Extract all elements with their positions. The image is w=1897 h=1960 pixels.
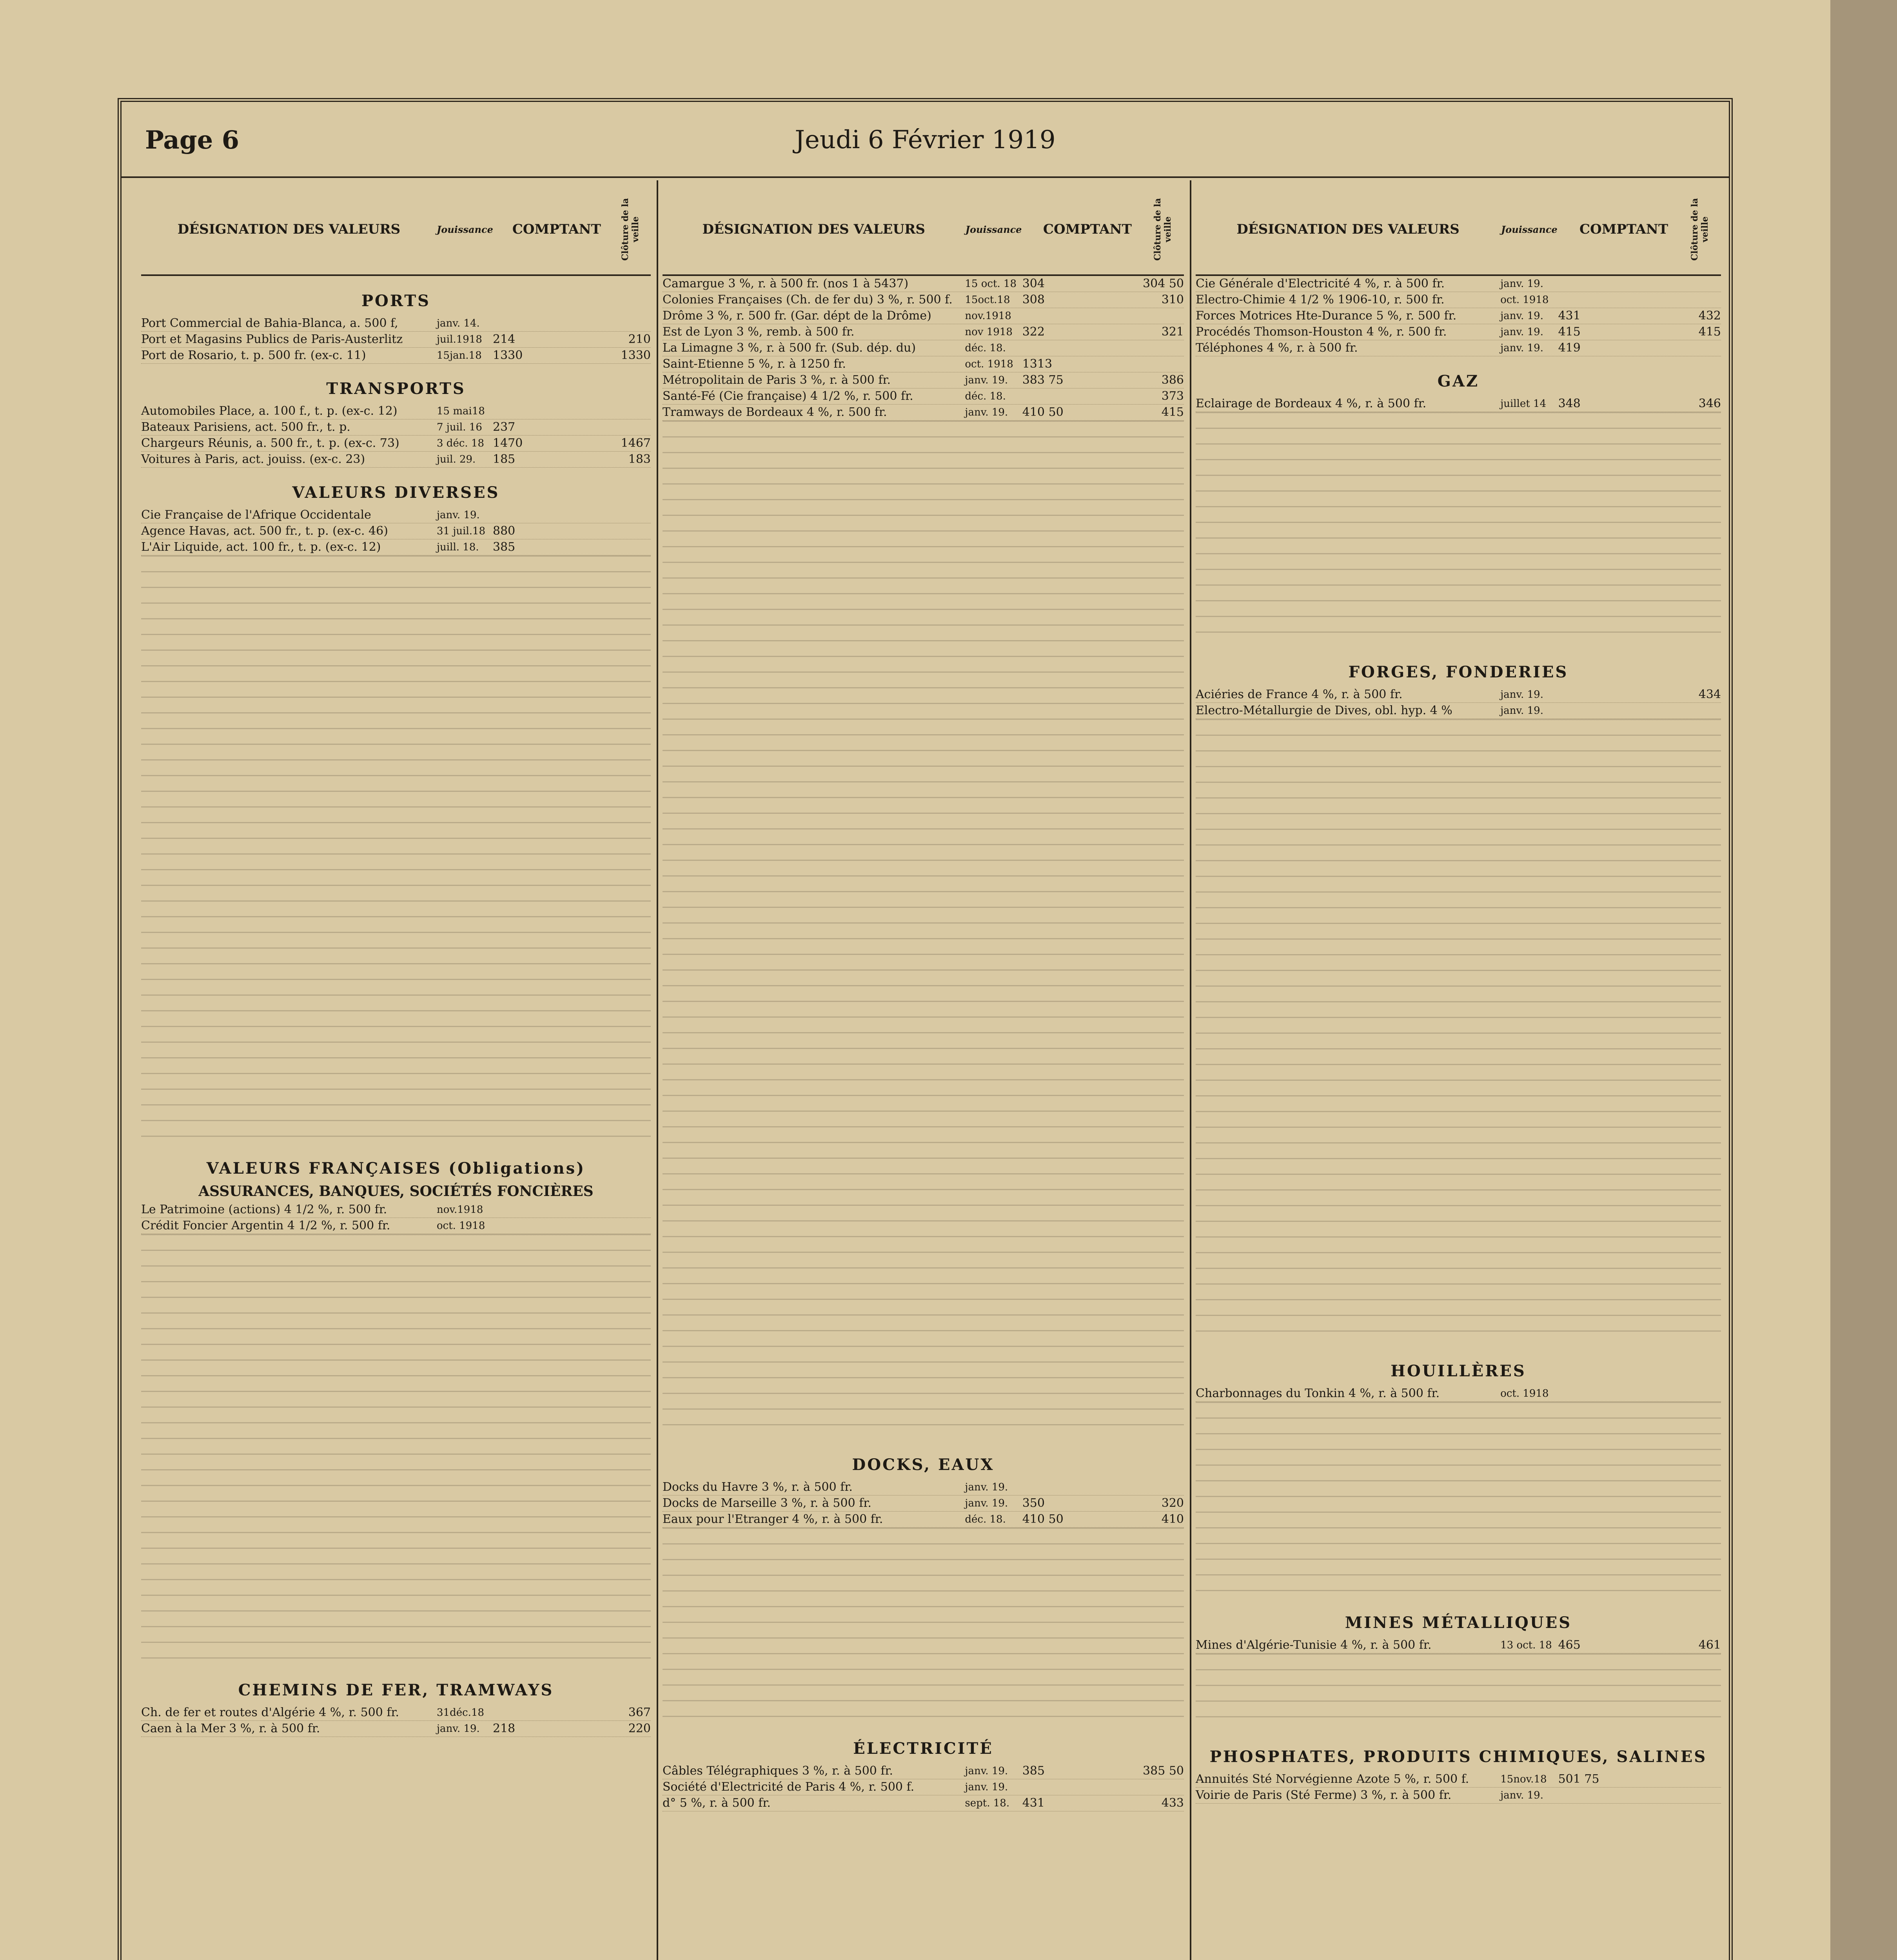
cloture: 385 50 — [1143, 1764, 1184, 1778]
jouissance: 31 juil.18 — [437, 525, 486, 537]
designation: Charbonnages du Tonkin 4 %, r. à 500 fr. — [1196, 1387, 1440, 1400]
jouissance: nov.1918 — [437, 1204, 483, 1216]
section-title: PORTS — [361, 292, 431, 310]
table-row — [1196, 703, 1721, 719]
jouissance: 15oct.18 — [965, 294, 1010, 306]
jouissance: juil.1918 — [437, 334, 482, 345]
dense-listing — [1196, 1653, 1721, 1732]
cloture: 1467 — [621, 436, 651, 450]
designation: Câbles Télégraphiques 3 %, r. à 500 fr. — [663, 1764, 893, 1778]
table-row — [663, 276, 1184, 292]
table-row — [1196, 1637, 1721, 1653]
table-row — [663, 405, 1184, 421]
jouissance: oct. 1918 — [1500, 294, 1549, 306]
cloture: 461 — [1698, 1638, 1721, 1652]
cloture-header: Clôture de la veille — [1689, 198, 1710, 261]
comptant: 410 50 — [1022, 405, 1064, 419]
comptant: 415 — [1558, 325, 1581, 339]
jouissance-header: Jouissance — [437, 223, 493, 235]
cloture — [620, 523, 651, 539]
designation: Drôme 3 %, r. 500 fr. (Gar. dépt de la Drôme) — [663, 309, 931, 323]
designation: Docks du Havre 3 %, r. à 500 fr. — [663, 1480, 853, 1494]
jouissance: janv. 19. — [965, 407, 1008, 418]
comptant: 410 50 — [1022, 1512, 1064, 1526]
designation: Cie Générale d'Electricité 4 %, r. à 500 fr. — [1196, 277, 1445, 290]
designation: Agence Havas, act. 500 fr., t. p. (ex-c. 46) — [141, 524, 388, 538]
cloture — [1153, 340, 1184, 356]
column-3 — [1196, 184, 1721, 1960]
designation: Automobiles Place, a. 100 f., t. p. (ex-c. 12) — [141, 404, 398, 418]
table-row — [663, 1479, 1184, 1495]
comptant: 385 — [493, 540, 516, 554]
header-rule — [122, 176, 1729, 178]
comptant: 237 — [493, 420, 516, 434]
table-row — [1196, 1771, 1721, 1788]
designation: d° 5 %, r. à 500 fr. — [663, 1796, 771, 1810]
table-row — [663, 356, 1184, 372]
cloture — [1690, 703, 1721, 719]
designation-header: DÉSIGNATION DES VALEURS — [177, 221, 401, 237]
jouissance: janv. 19. — [965, 374, 1008, 386]
comptant — [1022, 1779, 1153, 1795]
cloture: 386 — [1161, 373, 1184, 387]
cloture — [1153, 308, 1184, 324]
comptant: 465 — [1558, 1638, 1581, 1652]
designation: Forces Motrices Hte-Durance 5 %, r. 500 fr. — [1196, 309, 1457, 323]
designation: Port de Rosario, t. p. 500 fr. (ex-c. 11) — [141, 348, 366, 362]
designation: Docks de Marseille 3 %, r. à 500 fr. — [663, 1496, 871, 1510]
designation: La Limagne 3 %, r. à 500 fr. (Sub. dép. du) — [663, 341, 916, 355]
cloture-header: Clôture de la veille — [620, 198, 641, 261]
table-row — [663, 340, 1184, 356]
jouissance: oct. 1918 — [437, 1220, 485, 1232]
comptant: 350 — [1022, 1496, 1045, 1510]
cloture — [1690, 340, 1721, 356]
jouissance: janv. 19. — [1500, 705, 1543, 717]
table-row — [141, 316, 651, 332]
table-row — [663, 1512, 1184, 1528]
comptant — [493, 1202, 620, 1218]
cloture: 220 — [628, 1722, 651, 1735]
comptant: 1313 — [1022, 357, 1053, 371]
cloture: 210 — [628, 332, 651, 346]
comptant-header: COMPTANT — [1579, 221, 1668, 237]
comptant — [1558, 292, 1690, 308]
comptant: 385 — [1022, 1764, 1045, 1778]
comptant — [493, 1705, 620, 1720]
cloture: 346 — [1698, 397, 1721, 410]
table-row — [1196, 324, 1721, 340]
table-row — [663, 1495, 1184, 1512]
cloture — [620, 316, 651, 331]
cloture: 415 — [1698, 325, 1721, 339]
designation: Saint-Etienne 5 %, r. à 1250 fr. — [663, 357, 846, 371]
jouissance: 3 déc. 18 — [437, 437, 485, 449]
jouissance: janv. 19. — [1500, 689, 1543, 701]
designation: Camargue 3 %, r. à 500 fr. (nos 1 à 5437) — [663, 277, 909, 290]
jouissance-header: Jouissance — [1501, 223, 1558, 235]
comptant-header: COMPTANT — [512, 221, 601, 237]
table-row — [141, 452, 651, 468]
section-title: HOUILLÈRES — [1391, 1362, 1526, 1380]
section-title: ÉLECTRICITÉ — [853, 1739, 993, 1758]
jouissance: janv. 19. — [965, 1781, 1008, 1793]
jouissance: janv. 19. — [965, 1497, 1008, 1509]
cloture — [1153, 356, 1184, 372]
comptant: 308 — [1022, 293, 1045, 307]
table-row — [141, 539, 651, 555]
comptant: 1470 — [493, 436, 523, 450]
cloture — [1690, 276, 1721, 292]
jouissance: 15nov.18 — [1500, 1773, 1547, 1785]
table-row — [141, 1218, 651, 1234]
designation: Electro-Chimie 4 1/2 % 1906-10, r. 500 fr. — [1196, 293, 1445, 307]
designation: Eclairage de Bordeaux 4 %, r. à 500 fr. — [1196, 397, 1427, 410]
table-row — [663, 1763, 1184, 1779]
cloture — [1690, 292, 1721, 308]
section-title: TRANSPORTS — [326, 379, 466, 398]
cloture: 183 — [628, 452, 651, 466]
cloture — [620, 539, 651, 555]
comptant — [1022, 340, 1153, 356]
designation: Est de Lyon 3 %, remb. à 500 fr. — [663, 325, 855, 339]
cloture: 373 — [1161, 389, 1184, 403]
section-title: GAZ — [1437, 372, 1479, 390]
cloture: 1330 — [621, 348, 651, 362]
jouissance: janv. 19. — [437, 1723, 480, 1735]
page-date: Jeudi 6 Février 1919 — [795, 125, 1056, 154]
table-row — [141, 332, 651, 348]
designation: L'Air Liquide, act. 100 fr., t. p. (ex-c. 12) — [141, 540, 381, 554]
designation: Métropolitain de Paris 3 %, r. à 500 fr. — [663, 373, 891, 387]
jouissance: janv. 19. — [437, 509, 480, 521]
table-row — [1196, 1788, 1721, 1804]
dense-listing — [141, 555, 651, 1143]
jouissance: janv. 19. — [965, 1765, 1008, 1777]
table-row — [141, 1705, 651, 1721]
table-row — [141, 419, 651, 436]
comptant: 214 — [493, 332, 516, 346]
designation: Crédit Foncier Argentin 4 1/2 %, r. 500 fr. — [141, 1219, 390, 1232]
cloture: 434 — [1698, 688, 1721, 701]
dense-listing — [1196, 719, 1721, 1346]
comptant — [1022, 388, 1153, 404]
cloture — [620, 1218, 651, 1234]
dense-listing — [1196, 412, 1721, 647]
jouissance: janv. 19. — [1500, 342, 1543, 354]
comptant — [493, 507, 620, 523]
cloture: 320 — [1161, 1496, 1184, 1510]
cloture — [1153, 1479, 1184, 1495]
designation: Tramways de Bordeaux 4 %, r. 500 fr. — [663, 405, 887, 419]
designation: Téléphones 4 %, r. à 500 fr. — [1196, 341, 1358, 355]
comptant: 322 — [1022, 325, 1045, 339]
cloture-header: Clôture de la veille — [1153, 198, 1173, 261]
jouissance: janv. 19. — [1500, 310, 1543, 322]
column-header — [663, 184, 1184, 276]
designation: Ch. de fer et routes d'Algérie 4 %, r. 500 fr. — [141, 1706, 399, 1719]
designation: Mines d'Algérie-Tunisie 4 %, r. à 500 fr. — [1196, 1638, 1432, 1652]
designation: Le Patrimoine (actions) 4 1/2 %, r. 500 fr. — [141, 1203, 387, 1216]
page-edge — [1830, 0, 1897, 1960]
column-rule — [657, 180, 658, 1960]
jouissance: 15 mai18 — [437, 405, 485, 417]
table-row — [141, 436, 651, 452]
comptant — [1558, 703, 1690, 719]
jouissance: juill. 18. — [437, 541, 479, 553]
table-row — [663, 1779, 1184, 1795]
designation: Santé-Fé (Cie française) 4 1/2 %, r. 500 fr. — [663, 389, 913, 403]
cloture — [620, 403, 651, 419]
dense-listing — [141, 1234, 651, 1665]
column-2 — [663, 184, 1184, 1960]
jouissance: 13 oct. 18 — [1500, 1639, 1552, 1651]
page-frame — [118, 98, 1733, 1960]
jouissance: 15 oct. 18 — [965, 278, 1017, 290]
column-header — [141, 184, 651, 276]
comptant: 419 — [1558, 341, 1581, 355]
designation: Port Commercial de Bahia-Blanca, a. 500 f, — [141, 316, 398, 330]
jouissance: juil. 29. — [437, 454, 476, 465]
jouissance: janv. 19. — [965, 1481, 1008, 1493]
cloture: 415 — [1161, 405, 1184, 419]
comptant — [1558, 1386, 1690, 1401]
section-title: VALEURS DIVERSES — [292, 483, 500, 502]
jouissance: janv. 19. — [1500, 1789, 1543, 1801]
designation: Aciéries de France 4 %, r. à 500 fr. — [1196, 688, 1403, 701]
table-row — [663, 308, 1184, 324]
jouissance: nov.1918 — [965, 310, 1011, 322]
table-row — [1196, 340, 1721, 356]
comptant — [1558, 276, 1690, 292]
comptant — [493, 316, 620, 331]
cloture: 410 — [1161, 1512, 1184, 1526]
designation: Bateaux Parisiens, act. 500 fr., t. p. — [141, 420, 350, 434]
comptant — [1022, 308, 1153, 324]
designation: Voitures à Paris, act. jouiss. (ex-c. 23) — [141, 452, 365, 466]
jouissance: juillet 14 — [1500, 398, 1547, 410]
cloture — [1690, 1788, 1721, 1803]
jouissance: 15jan.18 — [437, 350, 482, 361]
designation: Electro-Métallurgie de Dives, obl. hyp. 4 % — [1196, 704, 1452, 717]
table-row — [663, 372, 1184, 388]
comptant: 383 75 — [1022, 373, 1064, 387]
jouissance: 7 juil. 16 — [437, 421, 482, 433]
jouissance: déc. 18. — [965, 1514, 1006, 1525]
cloture — [620, 1202, 651, 1218]
comptant: 431 — [1558, 309, 1581, 323]
comptant: 185 — [493, 452, 516, 466]
column-1 — [141, 184, 651, 1960]
comptant: 431 — [1022, 1796, 1045, 1810]
jouissance: 31déc.18 — [437, 1707, 485, 1719]
cloture — [1690, 1771, 1721, 1787]
designation: Cie Française de l'Afrique Occidentale — [141, 508, 371, 522]
section-title: PHOSPHATES, PRODUITS CHIMIQUES, SALINES — [1209, 1748, 1707, 1766]
table-row — [1196, 276, 1721, 292]
table-row — [141, 403, 651, 419]
comptant — [1022, 1479, 1153, 1495]
jouissance: déc. 18. — [965, 390, 1006, 402]
designation: Procédés Thomson-Houston 4 %, r. 500 fr. — [1196, 325, 1447, 339]
designation-header: DÉSIGNATION DES VALEURS — [1236, 221, 1460, 237]
designation: Colonies Françaises (Ch. de fer du) 3 %, r. 500 f. — [663, 293, 953, 307]
cloture — [620, 507, 651, 523]
designation: Voirie de Paris (Sté Ferme) 3 %, r. à 500 fr. — [1196, 1788, 1452, 1802]
comptant-header: COMPTANT — [1043, 221, 1132, 237]
jouissance: janv. 19. — [1500, 278, 1543, 290]
comptant — [1558, 1788, 1690, 1803]
table-row — [663, 292, 1184, 308]
dense-listing — [663, 421, 1184, 1440]
section-title: CHEMINS DE FER, TRAMWAYS — [238, 1681, 554, 1699]
comptant: 304 — [1022, 277, 1045, 290]
section-title: DOCKS, EAUX — [852, 1455, 995, 1474]
comptant: 880 — [493, 524, 516, 538]
table-row — [663, 388, 1184, 405]
cloture — [1690, 1386, 1721, 1401]
table-row — [1196, 687, 1721, 703]
designation-header: DÉSIGNATION DES VALEURS — [702, 221, 925, 237]
cloture: 304 50 — [1143, 277, 1184, 290]
dense-listing — [1196, 1402, 1721, 1598]
designation: Caen à la Mer 3 %, r. à 500 fr. — [141, 1722, 320, 1735]
designation: Eaux pour l'Etranger 4 %, r. à 500 fr. — [663, 1512, 883, 1526]
dense-listing — [663, 1528, 1184, 1724]
cloture: 310 — [1161, 293, 1184, 307]
column-header — [1196, 184, 1721, 276]
table-row — [663, 324, 1184, 340]
table-row — [1196, 1386, 1721, 1402]
table-row — [141, 523, 651, 539]
jouissance: janv. 19. — [1500, 326, 1543, 338]
designation: Annuités Sté Norvégienne Azote 5 %, r. 500 f. — [1196, 1772, 1469, 1786]
cloture: 432 — [1698, 309, 1721, 323]
designation: Société d'Electricité de Paris 4 %, r. 500 f. — [663, 1780, 915, 1794]
designation: Port et Magasins Publics de Paris-Austerlitz — [141, 332, 403, 346]
section-title: FORGES, FONDERIES — [1348, 663, 1568, 681]
table-row — [1196, 292, 1721, 308]
column-rule — [1190, 180, 1191, 1960]
comptant — [493, 403, 620, 419]
jouissance: janv. 14. — [437, 318, 480, 329]
table-row — [141, 507, 651, 523]
table-row — [141, 348, 651, 364]
cloture: 433 — [1161, 1796, 1184, 1810]
comptant: 501 75 — [1558, 1772, 1599, 1786]
comptant: 1330 — [493, 348, 523, 362]
designation: Chargeurs Réunis, a. 500 fr., t. p. (ex-c. 73) — [141, 436, 399, 450]
comptant — [493, 1218, 620, 1234]
comptant: 218 — [493, 1722, 516, 1735]
comptant: 348 — [1558, 397, 1581, 410]
cloture: 367 — [628, 1706, 651, 1719]
jouissance: sept. 18. — [965, 1797, 1010, 1809]
table-row — [141, 1202, 651, 1218]
section-title: MINES MÉTALLIQUES — [1345, 1613, 1572, 1632]
page-number: Page 6 — [145, 125, 240, 155]
cloture — [620, 419, 651, 435]
cloture — [1153, 1779, 1184, 1795]
jouissance: oct. 1918 — [1500, 1388, 1549, 1399]
jouissance: nov 1918 — [965, 326, 1013, 338]
jouissance: oct. 1918 — [965, 358, 1013, 370]
comptant — [1558, 687, 1690, 702]
section-title: VALEURS FRANÇAISES (Obligations) — [206, 1159, 586, 1178]
section-subtitle: ASSURANCES, BANQUES, SOCIÉTÉS FONCIÈRES — [198, 1183, 594, 1200]
cloture: 321 — [1161, 325, 1184, 339]
jouissance: déc. 18. — [965, 342, 1006, 354]
table-row — [663, 1795, 1184, 1811]
jouissance-header: Jouissance — [965, 223, 1022, 235]
table-row — [1196, 308, 1721, 324]
table-row — [141, 1721, 651, 1737]
table-row — [1196, 396, 1721, 412]
